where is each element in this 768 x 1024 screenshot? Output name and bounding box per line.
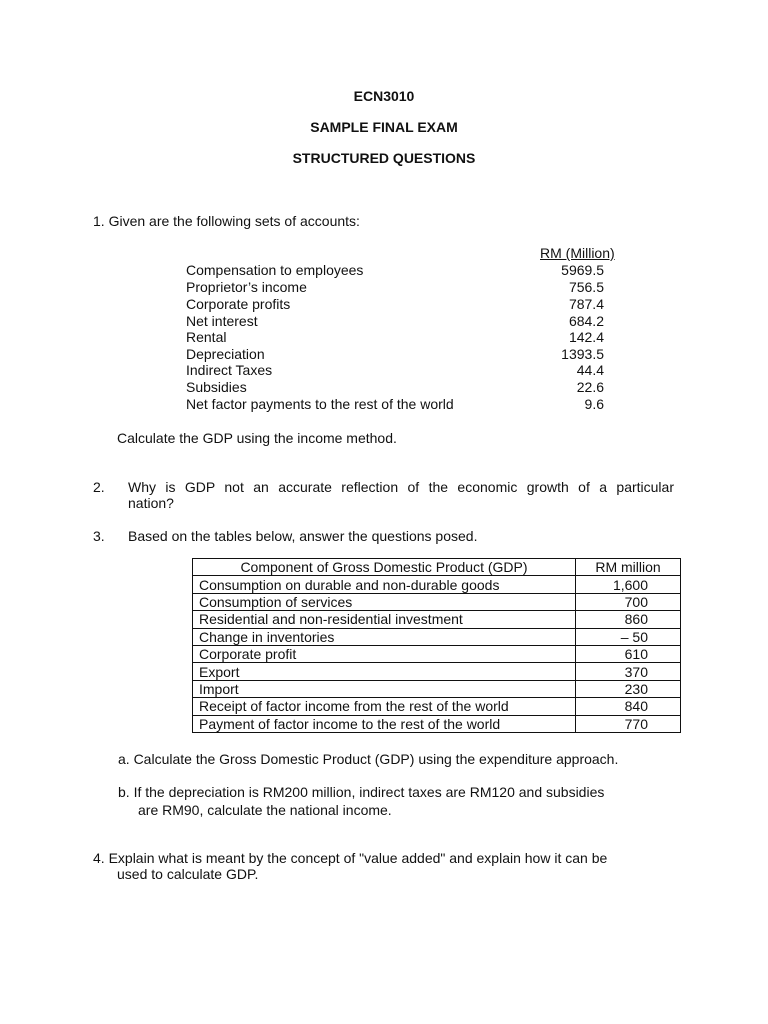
q1-instruction: Calculate the GDP using the income method. (117, 430, 397, 446)
account-label: Compensation to employees (186, 262, 364, 278)
value-cell: 1,600 (576, 576, 681, 593)
account-value: 142.4 (568, 329, 604, 345)
q4-text-line1: 4. Explain what is meant by the concept of "value added" and explain how it can be (93, 850, 608, 866)
account-label: Subsidies (186, 379, 247, 395)
account-value: 5969.5 (561, 262, 604, 278)
value-cell: 840 (576, 698, 681, 715)
q2-text-line2: nation? (128, 495, 174, 511)
gdp-components-table (192, 558, 681, 733)
column-header-value: RM million (576, 559, 681, 576)
component-cell: Consumption of services (193, 593, 576, 610)
table-row (193, 715, 681, 732)
table-row (193, 576, 681, 593)
q2-text-line1: Why is GDP not an accurate reflection of the economic growth of a particular (128, 479, 674, 495)
value-cell: 230 (576, 680, 681, 697)
account-label: Indirect Taxes (186, 362, 273, 378)
value-cell: 860 (576, 611, 681, 628)
q4-text-line2: used to calculate GDP. (117, 866, 259, 882)
table-row (193, 611, 681, 628)
section-title: STRUCTURED QUESTIONS (292, 150, 476, 166)
account-label: Proprietor’s income (186, 279, 307, 295)
course-code: ECN3010 (353, 88, 415, 104)
account-label: Net factor payments to the rest of the world (186, 396, 454, 412)
table-row (193, 628, 681, 645)
component-cell: Payment of factor income to the rest of the world (193, 715, 576, 732)
table-header-row (193, 559, 681, 576)
value-cell: 770 (576, 715, 681, 732)
account-value: 22.6 (576, 379, 604, 395)
account-value: 44.4 (576, 362, 604, 378)
q3-part-b-line2: are RM90, calculate the national income. (138, 802, 392, 818)
account-label: Rental (186, 329, 227, 345)
value-cell: 610 (576, 645, 681, 662)
value-cell: 370 (576, 663, 681, 680)
component-cell: Consumption on durable and non-durable goods (193, 576, 576, 593)
component-cell: Receipt of factor income from the rest of the world (193, 698, 576, 715)
table-row (193, 663, 681, 680)
q3-part-b-line1: b. If the depreciation is RM200 million, indirect taxes are RM120 and subsidies (118, 784, 605, 800)
q2-number: 2. (93, 479, 105, 495)
account-label: Corporate profits (186, 296, 291, 312)
component-cell: Residential and non-residential investment (193, 611, 576, 628)
table-row (193, 680, 681, 697)
account-value: 1393.5 (561, 346, 604, 362)
q1-intro: 1. Given are the following sets of accounts: (93, 213, 360, 229)
account-value: 787.4 (568, 296, 604, 312)
account-label: Net interest (186, 313, 258, 329)
q3-number: 3. (93, 528, 105, 544)
component-cell: Import (193, 680, 576, 697)
component-cell: Export (193, 663, 576, 680)
component-cell: Change in inventories (193, 628, 576, 645)
table-row (193, 645, 681, 662)
account-value: 9.6 (584, 396, 604, 412)
exam-title: SAMPLE FINAL EXAM (310, 119, 458, 135)
q3-text: Based on the tables below, answer the questions posed. (128, 528, 478, 544)
column-header-component: Component of Gross Domestic Product (GDP) (193, 559, 576, 576)
value-cell: – 50 (576, 628, 681, 645)
q1-unit-header: RM (Million) (540, 245, 615, 261)
component-cell: Corporate profit (193, 645, 576, 662)
account-label: Depreciation (186, 346, 265, 362)
account-value: 684.2 (568, 313, 604, 329)
table-row (193, 593, 681, 610)
account-value: 756.5 (568, 279, 604, 295)
q3-part-a: a. Calculate the Gross Domestic Product (GDP) using the expenditure approach. (118, 751, 619, 767)
table-row (193, 698, 681, 715)
value-cell: 700 (576, 593, 681, 610)
